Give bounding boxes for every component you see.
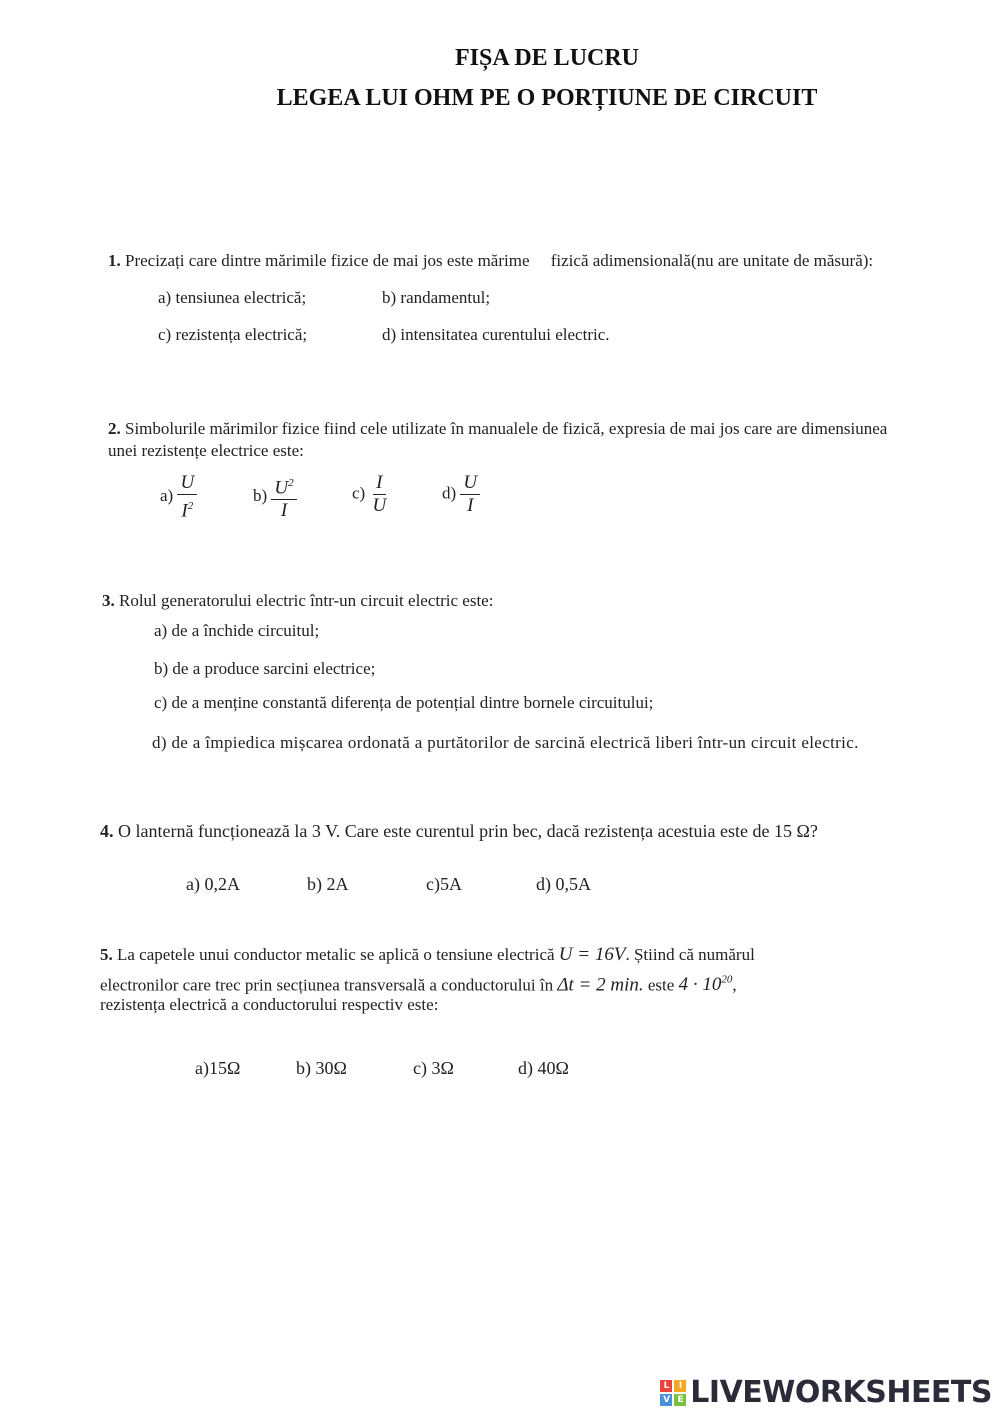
question-number: 2. <box>108 419 121 438</box>
question-number: 3. <box>102 591 115 610</box>
worksheet-title: FIȘA DE LUCRU <box>454 45 640 71</box>
denominator: U <box>372 495 387 516</box>
question-text-cont: este <box>647 975 675 995</box>
q1-option-a[interactable]: a) tensiunea electrică; <box>158 288 307 307</box>
q1-option-d[interactable]: d) intensitatea curentului electric. <box>382 325 610 344</box>
numerator: U <box>460 472 480 495</box>
option-label: b) <box>253 486 268 506</box>
option-label: a) <box>160 486 174 506</box>
liveworksheets-logo <box>660 1375 992 1410</box>
q2-option-a[interactable] <box>160 472 197 522</box>
question-number: 1. <box>108 251 121 270</box>
logo-text: LIVEWORKSHEETS <box>690 1375 992 1410</box>
fraction <box>177 472 197 522</box>
question-number: 4. <box>100 821 114 841</box>
q4-option-a[interactable]: a) 0,2A <box>186 874 240 894</box>
question-text: Precizați care dintre mărimile fizice de mai jos este mărime fizică adimensională(nu are unitate de măsură): <box>125 251 874 270</box>
fraction <box>460 472 480 517</box>
numerator: $U^2$ <box>271 472 296 500</box>
worksheet-subtitle: LEGEA LUI OHM PE O PORȚIUNE DE CIRCUIT <box>276 85 818 111</box>
question-5-line3: rezistența electrică a conductorului respectiv este: <box>100 995 439 1014</box>
denominator: $I^2$ <box>181 500 194 522</box>
q5-option-d[interactable]: d) 40Ω <box>518 1058 569 1078</box>
question-text: Rolul generatorului electric într-un circuit electric este: <box>119 591 494 610</box>
q5-option-c[interactable]: c) 3Ω <box>413 1058 454 1078</box>
q4-option-c[interactable]: c)5A <box>426 874 462 894</box>
question-text: Simbolurile mărimilor fizice fiind cele utilizate în manualele de fizică, expresia de mai jos care are dimensiunea unei rezistențe electrice este: <box>108 419 888 460</box>
q5-option-a[interactable]: a)15Ω <box>195 1058 241 1078</box>
numerator: I <box>373 472 385 495</box>
denominator: I <box>467 495 474 516</box>
numerator: U <box>177 472 197 495</box>
question-text: La capetele unui conductor metalic se aplică o tensiune electrică <box>117 945 555 964</box>
formula-time: Δt = 2 min. <box>557 974 644 996</box>
logo-icon: L I V E <box>660 1380 686 1406</box>
question-5 <box>100 944 755 966</box>
option-label: c) <box>352 483 366 503</box>
q1-option-c[interactable]: c) rezistența electrică; <box>158 325 308 344</box>
question-3 <box>102 590 802 612</box>
q3-option-a[interactable]: a) de a închide circuitul; <box>154 621 320 640</box>
q3-option-b[interactable]: b) de a produce sarcini electrice; <box>154 659 376 678</box>
q5-option-b[interactable]: b) 30Ω <box>296 1058 347 1078</box>
q4-option-b[interactable]: b) 2A <box>307 874 349 894</box>
q2-option-c[interactable] <box>352 472 389 517</box>
denominator: I <box>280 500 288 522</box>
formula-electron-count: $4 \cdot 10^{20}$ <box>678 974 733 996</box>
question-text: O lanternă funcționează la 3 V. Care este curentul prin bec, dacă rezistența acestuia este de 15 Ω? <box>118 821 818 841</box>
q3-option-d[interactable]: d) de a împiedica mișcarea ordonată a purtătorilor de sarcină electrică liberi într-un circuit electric. <box>152 733 859 752</box>
q1-option-b[interactable]: b) randamentul; <box>382 288 491 307</box>
fraction <box>271 472 296 522</box>
q4-option-d[interactable]: d) 0,5A <box>536 874 591 894</box>
q3-option-c[interactable]: c) de a menține constantă diferența de potențial dintre bornele circuitului; <box>154 693 654 712</box>
question-number: 5. <box>100 945 113 964</box>
fraction <box>369 472 389 517</box>
question-text-cont: . Știind că numărul <box>625 945 755 964</box>
question-5-line2: electronilor care trec prin secțiunea transversală a conductorului în Δt = 2 min. este $4 \cdot 10^{20}$, <box>100 974 737 996</box>
q2-option-d[interactable] <box>442 472 480 517</box>
formula-voltage: U = 16V <box>558 944 626 965</box>
question-2 <box>108 418 888 462</box>
q2-option-b[interactable] <box>253 472 297 522</box>
question-4 <box>100 820 980 842</box>
option-label: d) <box>442 483 457 503</box>
question-1 <box>108 250 968 272</box>
question-text: electronilor care trec prin secțiunea transversală a conductorului în <box>100 975 554 995</box>
